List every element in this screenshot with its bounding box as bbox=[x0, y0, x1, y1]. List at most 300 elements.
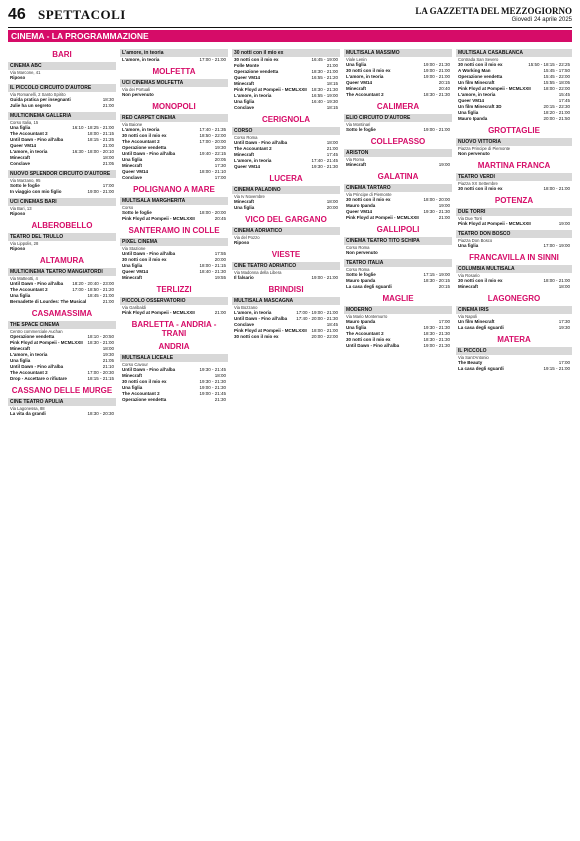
showtimes: 18:30 - 21:00 bbox=[87, 340, 114, 345]
film-title: Minecraft bbox=[234, 199, 255, 204]
showtime-row bbox=[456, 151, 572, 157]
showtimes: 18:40 - 21:30 bbox=[199, 269, 226, 274]
showtimes: 17:00 bbox=[438, 319, 450, 324]
cinema-address: Via Due Torri bbox=[458, 216, 483, 221]
showtime-row bbox=[344, 92, 452, 98]
showtimes: 18:00 - 22:00 bbox=[543, 86, 570, 91]
showtimes: 20:00 bbox=[214, 257, 226, 262]
film-title: Mauro Ipanda bbox=[458, 116, 488, 121]
city-heading: MAGLIE bbox=[382, 294, 414, 303]
film-title: Until Dawn - Fino all'alba bbox=[10, 137, 64, 142]
film-title: Queer VM14 bbox=[122, 169, 149, 174]
film-title: 30 notti con il mio ex bbox=[458, 62, 503, 67]
showtimes: 20:05 bbox=[214, 157, 226, 162]
showtimes: 17:30 bbox=[558, 319, 570, 324]
film-title: The Accountant 2 bbox=[122, 391, 160, 396]
cinema-name: UCI CINEMAS BARI bbox=[8, 198, 116, 206]
showtime-row bbox=[8, 211, 116, 217]
cinema-name: MULTICINEMA GALLERIA bbox=[8, 112, 116, 120]
listing-column-2 bbox=[120, 46, 228, 837]
showtimes: 19:55 bbox=[214, 275, 226, 280]
city-heading: MOLFETTA bbox=[152, 67, 196, 76]
issue-date: Giovedì 24 aprile 2025 bbox=[511, 17, 572, 23]
film-title: Pink Floyd at Pompeii - MCMLXXII bbox=[122, 310, 195, 315]
cinema-address: Via Baione bbox=[122, 122, 143, 127]
film-title: The Accountant 2 bbox=[10, 287, 48, 292]
showtimes: 21:05 bbox=[102, 161, 114, 166]
film-title: Drop - Accettare o rifiutare bbox=[10, 376, 67, 381]
cinema-name: NUOVO SPLENDOR CIRCUITO D'AUTORE bbox=[8, 170, 116, 178]
showtimes: 19:30 - 21:30 bbox=[199, 379, 226, 384]
film-title: Riposo bbox=[10, 75, 26, 80]
showtimes: 20:00 - 22:00 bbox=[311, 334, 338, 339]
cinema-address: Piazza Don Bosco bbox=[458, 238, 493, 243]
city-heading: CALIMERA bbox=[376, 102, 420, 111]
film-title: L'amore, in teoria bbox=[10, 149, 48, 154]
cinema-address: Corso Cavour bbox=[122, 362, 148, 367]
film-title: Un film Minecraft 3D bbox=[458, 104, 502, 109]
showtimes: 18:00 - 20:00 bbox=[199, 210, 226, 215]
film-title: Conclave bbox=[234, 322, 255, 327]
cinema-address: Via Garibaldi bbox=[122, 305, 146, 310]
city-heading: SANTERAMO IN COLLE bbox=[128, 226, 220, 235]
showtimes: 18:00 - 20:00 bbox=[423, 197, 450, 202]
city-heading: TERLIZZI bbox=[156, 285, 192, 294]
film-title: L'amore, in teoria bbox=[458, 92, 496, 97]
cinema-name: PICCOLO OSSERVATORIO bbox=[120, 297, 228, 305]
showtimes: 19:30 - 21:45 bbox=[199, 367, 226, 372]
film-title: Sotto le foglie bbox=[346, 272, 376, 277]
film-title: L'amore, in teoria bbox=[234, 310, 272, 315]
city-heading: MONOPOLI bbox=[152, 102, 196, 111]
showtime-row bbox=[456, 186, 572, 192]
showtime-row bbox=[8, 246, 116, 252]
showtime-row bbox=[344, 162, 452, 168]
showtimes: 18:00 - 21:00 bbox=[543, 186, 570, 191]
film-title: Conclave bbox=[122, 175, 143, 180]
showtimes: 16:40 - 19:30 bbox=[311, 99, 338, 104]
film-title: Un film Minecraft bbox=[458, 80, 495, 85]
film-title: 30 notti con il mio ex bbox=[234, 334, 279, 339]
showtime-row bbox=[120, 57, 228, 63]
showtimes: 17:45 bbox=[326, 152, 338, 157]
film-title: Pink Floyd at Pompeii - MCMLXXII bbox=[458, 221, 531, 226]
listing-column-3 bbox=[232, 46, 340, 837]
cinema-name: CINEMA TARTARO bbox=[344, 184, 452, 192]
film-title: Queer VM14 bbox=[234, 75, 261, 80]
cinema-address: Via Matteotti, 4 bbox=[10, 276, 38, 281]
film-title: Mauro Ipanda bbox=[346, 278, 376, 283]
showtimes: 15:45 - 22:00 bbox=[543, 74, 570, 79]
film-title: Sotto le foglie bbox=[346, 127, 376, 132]
film-title: 30 notti con il mio ex bbox=[346, 68, 391, 73]
film-title: 30 notti con il mio ex bbox=[346, 337, 391, 342]
showtime-row bbox=[344, 127, 452, 133]
film-title: Operazione vendetta bbox=[122, 145, 167, 150]
showtime-row bbox=[8, 103, 116, 109]
showtimes: 20:00 - 21:50 bbox=[543, 116, 570, 121]
film-title: The Accountant 2 bbox=[10, 370, 48, 375]
showtimes: 18:30 - 21:30 bbox=[311, 87, 338, 92]
film-title: La casa degli sguardi bbox=[458, 325, 504, 330]
showtimes: 18:45 bbox=[326, 322, 338, 327]
city-heading: GALATINA bbox=[377, 172, 419, 181]
film-title: Riposo bbox=[234, 240, 250, 245]
newspaper-name: LA GAZZETTA DEL MEZZOGIORNO bbox=[415, 6, 572, 16]
showtimes: 17:00 - 19:00 - 21:00 bbox=[296, 310, 338, 315]
cinema-address: Corso Roma bbox=[234, 135, 258, 140]
film-title: A Working Man bbox=[458, 68, 491, 73]
cinema-name: UCI CINEMAS MOLFETTA bbox=[120, 79, 228, 87]
cinema-name: RED CARPET CINEMA bbox=[120, 114, 228, 122]
showtimes: 18:00 - 21:10 bbox=[199, 169, 226, 174]
cinema-address: Viale Lenin bbox=[346, 57, 367, 62]
city-heading: ALBEROBELLO bbox=[31, 221, 93, 230]
film-title: Una figlia bbox=[10, 125, 31, 130]
city-heading: COLLEPASSO bbox=[370, 137, 426, 146]
showtimes: 17:00 - 20:00 bbox=[199, 139, 226, 144]
film-title: L'amore, in teoria bbox=[122, 127, 160, 132]
film-title: The Accountant 2 bbox=[346, 331, 384, 336]
showtimes: 19:00 - 21:45 bbox=[199, 391, 226, 396]
film-title: Queer VM14 bbox=[10, 143, 37, 148]
film-title: Minecraft bbox=[458, 284, 479, 289]
listing-column-4 bbox=[344, 46, 452, 837]
cinema-address: Centro commerciale Auchan bbox=[10, 329, 63, 334]
showtimes: 19:00 - 21:30 bbox=[199, 385, 226, 390]
film-title: L'amore, in teoria bbox=[346, 74, 384, 79]
film-title: Minecraft bbox=[10, 155, 31, 160]
showtimes: 19:00 - 21:30 bbox=[423, 62, 450, 67]
film-title: Queer VM14 bbox=[458, 98, 485, 103]
showtimes: 19:00 - 21:00 bbox=[87, 189, 114, 194]
cinema-address: Via Bozzano bbox=[234, 305, 258, 310]
showtimes: 18:20 - 20:40 - 23:00 bbox=[72, 281, 114, 286]
showtimes: 17:40 - 20:00 - 21:30 bbox=[296, 316, 338, 321]
showtimes: 20:00 bbox=[326, 205, 338, 210]
showtimes: 18:00 - 21:15 bbox=[87, 131, 114, 136]
showtimes: 18:45 - 21:00 bbox=[87, 293, 114, 298]
film-title: The Accountant 2 bbox=[234, 146, 272, 151]
city-heading: BRINDISI bbox=[268, 285, 304, 294]
showtimes: 18:30 - 20:30 bbox=[87, 411, 114, 416]
showtime-row bbox=[120, 310, 228, 316]
showtime-row bbox=[344, 250, 452, 256]
cinema-address: Piazza Principe di Piemonte bbox=[458, 146, 511, 151]
cinema-address: Via Lippolis, 28 bbox=[10, 241, 39, 246]
showtime-row bbox=[344, 284, 452, 290]
film-title: Non pervenuto bbox=[346, 250, 378, 255]
showtimes: 21:00 bbox=[326, 146, 338, 151]
showtime-row bbox=[8, 161, 116, 167]
cinema-address: Contrada San Severo bbox=[458, 57, 499, 62]
film-title: Pink Floyd at Pompeii - MCMLXXII bbox=[234, 87, 307, 92]
showtimes: 19:30 - 21:30 bbox=[423, 209, 450, 214]
film-title: Pink Floyd at Pompeii - MCMLXXII bbox=[10, 340, 83, 345]
showtimes: 18:30 bbox=[102, 97, 114, 102]
film-title: The Accountant 2 bbox=[346, 92, 384, 97]
showtimes: 18:00 bbox=[102, 346, 114, 351]
showtimes: 21:10 bbox=[102, 364, 114, 369]
cinema-address: Corso bbox=[122, 205, 134, 210]
film-title: Una figlia bbox=[346, 325, 367, 330]
showtime-row bbox=[456, 116, 572, 122]
film-title: Guida pratica per insegnanti bbox=[10, 97, 71, 102]
film-title: L'amore, in teoria bbox=[234, 158, 272, 163]
showtimes: 21:00 bbox=[214, 310, 226, 315]
showtimes: 18:00 bbox=[214, 373, 226, 378]
cinema-name: MULTISALA MASCAGNA bbox=[232, 297, 340, 305]
cinema-name: THE SPACE CINEMA bbox=[8, 321, 116, 329]
film-title: Pink Floyd at Pompeii - MCMLXXII bbox=[122, 216, 195, 221]
film-title: 30 notti con il mio ex bbox=[122, 379, 167, 384]
film-title: Minecraft bbox=[122, 275, 143, 280]
film-title: 30 notti con il mio ex bbox=[234, 57, 279, 62]
section-title: SPETTACOLI bbox=[38, 7, 126, 22]
showtimes: 18:00 bbox=[326, 140, 338, 145]
showtime-row bbox=[232, 105, 340, 111]
cinema-address: Via Madonna della Libera bbox=[234, 270, 282, 275]
film-title: Minecraft bbox=[234, 81, 255, 86]
cinema-address: Via Bari, 13 bbox=[10, 206, 32, 211]
showtimes: 19:00 - 21:00 bbox=[423, 74, 450, 79]
showtime-row bbox=[456, 325, 572, 331]
film-title: 30 notti con il mio ex bbox=[458, 186, 503, 191]
section-banner: CINEMA - LA PROGRAMMAZIONE bbox=[8, 30, 572, 42]
city-heading: CERIGNOLA bbox=[262, 115, 310, 124]
city-heading: CASAMASSIMA bbox=[31, 309, 93, 318]
film-title: Sotto le foglie bbox=[10, 183, 40, 188]
cinema-name: NUOVO VITTORIA bbox=[456, 138, 572, 146]
showtimes: 18:00 bbox=[326, 199, 338, 204]
city-heading: ALTAMURA bbox=[39, 256, 85, 265]
cinema-name: ELIO CIRCUITO D'AUTORE bbox=[344, 114, 452, 122]
showtimes: 16:10 - 18:25 - 21:00 bbox=[72, 125, 114, 130]
film-title: The Accountant 2 bbox=[10, 131, 48, 136]
listing-column-5 bbox=[456, 46, 572, 837]
cinema-name: MULTICINEMA TEATRO MANGIATORDI bbox=[8, 268, 116, 276]
showtimes: 19:30 - 21:30 bbox=[423, 325, 450, 330]
film-title: Until Dawn - Fino all'alba bbox=[234, 316, 288, 321]
showtimes: 21:00 bbox=[102, 103, 114, 108]
showtimes: 19:30 - 21:30 bbox=[311, 164, 338, 169]
cinema-address: Via Rosario bbox=[458, 273, 480, 278]
film-title: Una figlia bbox=[346, 62, 367, 67]
city-heading: VIESTE bbox=[271, 250, 301, 259]
showtimes: 17:00 - 19:00 bbox=[543, 243, 570, 248]
film-title: L'amore, in teoria bbox=[234, 93, 272, 98]
masthead bbox=[8, 6, 572, 26]
showtimes: 18:10 - 20:50 bbox=[87, 334, 114, 339]
film-title: Riposo bbox=[10, 246, 26, 251]
film-title: Non pervenuto bbox=[458, 151, 490, 156]
showtimes: 17:00 - 18:50 - 21:20 bbox=[72, 287, 114, 292]
cinema-name: MULTISALA MASSIMO bbox=[344, 49, 452, 57]
showtimes: 17:45 bbox=[558, 98, 570, 103]
city-heading: CASSANO DELLE MURGE bbox=[11, 386, 113, 395]
film-title: Mauro Ipanda bbox=[346, 319, 376, 324]
cinema-name: CINEMA PALADINO bbox=[232, 186, 340, 194]
showtime-row bbox=[8, 299, 116, 305]
cinema-name: DUE TORRI bbox=[456, 208, 572, 216]
city-heading: BARLETTA - ANDRIA - TRANI bbox=[131, 320, 217, 338]
film-title: Julie ha un segreto bbox=[10, 103, 52, 108]
film-title: Una figlia bbox=[122, 385, 143, 390]
showtimes: 18:30 - 21:30 bbox=[423, 337, 450, 342]
city-heading: ANDRIA bbox=[158, 342, 190, 351]
film-title: Conclave bbox=[10, 161, 31, 166]
cinema-name: TEATRO DEL TRULLO bbox=[8, 233, 116, 241]
cinema-name: 30 notti con il mio ex bbox=[232, 49, 340, 57]
city-heading: LUCERA bbox=[269, 174, 303, 183]
city-heading: MARTINA FRANCA bbox=[477, 161, 551, 170]
showtimes: 19:00 - 21:30 bbox=[423, 343, 450, 348]
showtimes: 16:55 - 19:00 bbox=[311, 93, 338, 98]
film-title: Queer VM14 bbox=[346, 209, 373, 214]
film-title: Operazione vendetta bbox=[122, 397, 167, 402]
showtimes: 21:00 bbox=[102, 143, 114, 148]
showtime-row bbox=[8, 75, 116, 81]
cinema-address: Via Romanelli, 2 Santo Spirito bbox=[10, 92, 66, 97]
cinema-address: Corso Italia, 15 bbox=[10, 120, 39, 125]
showtimes: 18:15 - 21:25 bbox=[87, 137, 114, 142]
film-title: Minecraft bbox=[346, 162, 367, 167]
cinema-name: TEATRO ITALIA bbox=[344, 259, 452, 267]
city-heading: POLIGNANO A MARE bbox=[133, 185, 215, 194]
city-heading: GALLIPOLI bbox=[376, 225, 420, 234]
cinema-address: Via Lagonessa, 88 bbox=[10, 406, 45, 411]
cinema-name: CINE TEATRO APULIA bbox=[8, 398, 116, 406]
film-title: Una figlia bbox=[234, 99, 255, 104]
showtimes: 15:55 - 18:05 bbox=[543, 80, 570, 85]
showtimes: 15:45 - 17:50 bbox=[543, 68, 570, 73]
film-title: Minecraft bbox=[122, 163, 143, 168]
showtimes: 16:45 - 19:00 bbox=[311, 57, 338, 62]
showtimes: 21:05 bbox=[102, 358, 114, 363]
showtimes: 18:15 - 21:15 bbox=[87, 376, 114, 381]
city-heading: GROTTAGLIE bbox=[488, 126, 540, 135]
cinema-address: Via Iv Novembre bbox=[234, 194, 265, 199]
film-title: In viaggio con mio figlio bbox=[10, 189, 62, 194]
cinema-address: Via Sant'Antonio bbox=[458, 355, 489, 360]
film-title: L'amore, in teoria bbox=[122, 57, 160, 62]
showtimes: 18:15 bbox=[326, 81, 338, 86]
showtime-row bbox=[456, 221, 572, 227]
film-title: Operazione vendetta bbox=[458, 74, 503, 79]
cinema-name: MULTISALA MARGHERITA bbox=[120, 197, 228, 205]
film-title: Una figlia bbox=[458, 243, 479, 248]
showtime-row bbox=[8, 189, 116, 195]
showtime-row bbox=[120, 175, 228, 181]
cinema-name: ARISTON bbox=[344, 149, 452, 157]
showtimes: 17:40 - 21:45 bbox=[311, 158, 338, 163]
film-title: Until Dawn - Fino all'alba bbox=[10, 281, 64, 286]
film-title: The Beauty bbox=[458, 360, 483, 365]
film-title: Una figlia bbox=[122, 157, 143, 162]
showtimes: 17:00 - 21:00 bbox=[199, 57, 226, 62]
showtimes: 18:00 - 21:00 bbox=[311, 328, 338, 333]
showtime-row bbox=[232, 205, 340, 211]
cinema-name: CINEMA TEATRO TITO SCHIPA bbox=[344, 237, 452, 245]
showtimes: 21:30 bbox=[214, 397, 226, 402]
cinema-address: Via Principe di Piemonte bbox=[346, 192, 392, 197]
showtimes: 20:15 bbox=[438, 80, 450, 85]
film-title: 30 notti con il mio ex bbox=[458, 278, 503, 283]
film-title: Until Dawn - Fino all'alba bbox=[122, 367, 176, 372]
city-heading: BARI bbox=[52, 50, 72, 59]
showtimes: 21:00 bbox=[438, 215, 450, 220]
showtimes: 15:45 bbox=[558, 92, 570, 97]
film-title: Una figlia bbox=[234, 205, 255, 210]
cinema-name: L'amore, in teoria bbox=[120, 49, 228, 57]
cinema-address: Corso Roma bbox=[346, 245, 370, 250]
showtimes: 17:30 bbox=[214, 163, 226, 168]
film-title: Queer VM14 bbox=[234, 164, 261, 169]
film-title: Mauro Ipanda bbox=[346, 203, 376, 208]
cinema-address: Via dei Portuali bbox=[122, 87, 151, 92]
film-title: Minecraft bbox=[346, 86, 367, 91]
film-title: Until Dawn - Fino all'alba bbox=[10, 364, 64, 369]
film-title: Minecraft bbox=[122, 373, 143, 378]
film-title: 30 notti con il mio ex bbox=[346, 197, 391, 202]
showtimes: 21:00 bbox=[102, 299, 114, 304]
showtimes: 18:30 - 21:30 bbox=[423, 331, 450, 336]
cinema-address: Via Marcone, 41 bbox=[10, 70, 41, 75]
cinema-name: CINE TEATRO ADRIATICO bbox=[232, 262, 340, 270]
showtimes: 20:40 bbox=[438, 86, 450, 91]
film-title: Conclave bbox=[234, 105, 255, 110]
showtime-row bbox=[232, 164, 340, 170]
showtime-row bbox=[8, 376, 116, 382]
city-heading: FRANCAVILLA IN SINNI bbox=[469, 253, 559, 262]
showtime-row bbox=[456, 366, 572, 372]
film-title: Sotto le foglie bbox=[122, 210, 152, 215]
showtime-row bbox=[456, 284, 572, 290]
film-title: The Accountant 2 bbox=[122, 139, 160, 144]
film-title: Queer VM14 bbox=[122, 269, 149, 274]
film-title: Until Dawn - Fino all'alba bbox=[346, 343, 400, 348]
showtimes: 19:00 bbox=[558, 221, 570, 226]
film-title: Riposo bbox=[10, 211, 26, 216]
showtimes: 17:00 bbox=[102, 183, 114, 188]
film-title: Una figlia bbox=[10, 293, 31, 298]
cinema-address: Via Stazione bbox=[122, 246, 146, 251]
cinema-address: Via Marzano, 95 bbox=[10, 178, 41, 183]
cinema-name: CORSO bbox=[232, 127, 340, 135]
showtime-row bbox=[344, 215, 452, 221]
showtimes: 17:00 bbox=[558, 360, 570, 365]
film-title: Una figlia bbox=[458, 110, 479, 115]
cinema-name: MULTISALA CASABLANCA bbox=[456, 49, 572, 57]
showtime-row bbox=[120, 275, 228, 281]
header-rule bbox=[8, 27, 572, 28]
film-title: Una figlia bbox=[10, 358, 31, 363]
cinema-name: IL PICCOLO bbox=[456, 347, 572, 355]
showtime-row bbox=[232, 275, 340, 281]
showtimes: 16:30 - 18:00 - 20:10 bbox=[72, 149, 114, 154]
showtimes: 18:30 - 21:00 bbox=[311, 69, 338, 74]
showtimes: 19:00 - 21:00 bbox=[423, 127, 450, 132]
showtimes: 18:50 - 22:00 bbox=[199, 133, 226, 138]
showtimes: 17:00 bbox=[214, 175, 226, 180]
page-number: 46 bbox=[8, 6, 26, 23]
cinema-address: Via del Pozzo bbox=[234, 235, 260, 240]
film-title: La casa degli sguardi bbox=[346, 284, 392, 289]
showtimes: 17:55 bbox=[214, 251, 226, 256]
showtime-row bbox=[120, 216, 228, 222]
showtimes: 18:00 - 21:00 bbox=[543, 278, 570, 283]
cinema-name: CINEMA IRIS bbox=[456, 306, 572, 314]
